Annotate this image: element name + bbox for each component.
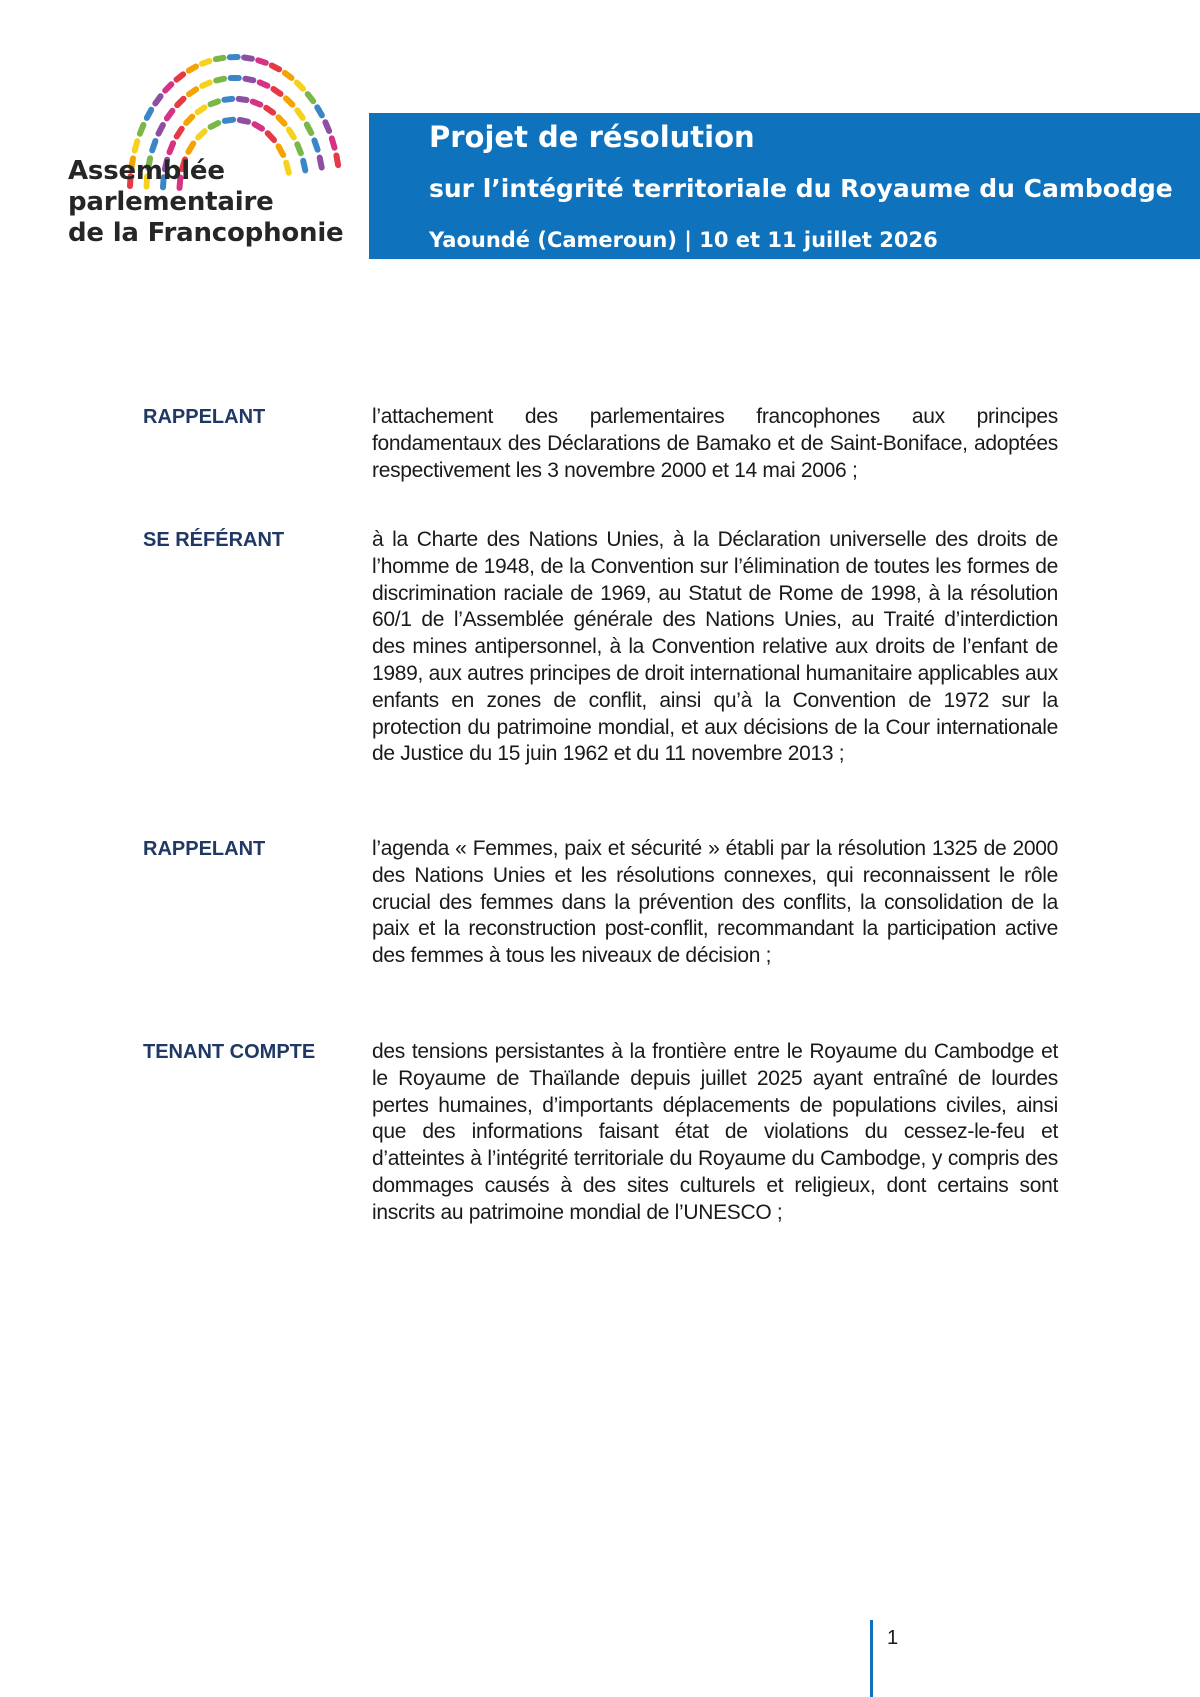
logo-line-2: parlementaire	[68, 187, 274, 217]
logo-arc-dash	[314, 140, 317, 149]
logo-arc-dash	[244, 58, 252, 59]
logo-arc-dash	[177, 129, 182, 137]
logo-arc-dash	[255, 124, 263, 128]
logo-arc-dash	[253, 102, 260, 105]
logo-arc-dash	[273, 89, 280, 94]
logo-arc-dash	[258, 60, 266, 63]
clause-text: l’attachement des parlementaires francophones aux principes fondamentaux des Déclarations de Bamako et de Saint-Boniface, adoptées respectivement les 3 novembre 2000 et 14 mai 2006 ;	[372, 405, 1058, 482]
logo-arc-dash	[177, 74, 184, 79]
logo-arc-dash	[317, 107, 322, 115]
logo-arc-dash	[165, 84, 171, 90]
clause-keyword: SE RÉFÉRANT	[143, 529, 285, 551]
logo-line-3: de la Francophonie	[68, 218, 344, 248]
logo-arc-dash	[308, 94, 314, 101]
logo-arc-dash	[239, 99, 247, 100]
logo-arc-dash	[140, 125, 144, 134]
logo-arc-dash	[152, 141, 155, 150]
clause-keyword: RAPPELANT	[143, 406, 266, 428]
logo-arc-dash	[332, 138, 335, 147]
logo-arc-dash	[167, 111, 173, 119]
logo-arc-dash	[135, 141, 138, 150]
logo-arc-dash	[297, 83, 303, 89]
logo-arc-dash	[268, 133, 274, 140]
session-place-date: Yaoundé (Cameroun) | 10 et 11 juillet 2026	[429, 228, 938, 252]
logo-arc-dash	[155, 96, 160, 103]
logo-arc-dash	[325, 122, 329, 131]
document-subtitle: sur l’intégrité territoriale du Royaume du Cambodge	[429, 174, 1173, 203]
logo-arc-dash	[278, 117, 284, 123]
clause-text: l’agenda « Femmes, paix et sécurité » établi par la résolution 1325 de 2000 des Nations Unies et les résolutions connexes, qui reconnaissent le rôle crucial des femmes dans la prévention des conflits, la consolidation de la paix et la reconstruction post-conflit, recommandant la participation active des femmes à tous les niveaux de décision ;	[372, 837, 1058, 968]
logo-arc-dash	[216, 79, 224, 81]
logo-arc-dash	[202, 83, 210, 86]
logo-arc-dash	[297, 144, 301, 153]
logo-arc-dash	[297, 110, 302, 118]
logo-arc-dash	[159, 125, 163, 134]
logo-arc-dash	[188, 144, 193, 152]
logo-arc-dash	[211, 101, 219, 104]
clause-text: à la Charte des Nations Unies, à la Déclaration universelle des droits de l’homme de 1948, de la Convention sur l’élimination de toutes les formes de discrimination raciale de 1969, au Statut de Rome de 1998, à la résolution 60/1 de l’Assemblée générale des Nations Unies, au Traité d’interdiction des mines antipersonnel, à la Convention relative aux droits de l’enfant de 1989, aux autres principes de droit international humanitaire applicables aux enfants en zones de conflit, ainsi qu’à la Convention de 1972 sur la protection du patrimoine mondial, et aux décisions de la Cour internationale de Justice du 15 juin 1962 et du 11 novembre 2013 ;	[372, 528, 1058, 766]
page-number: 1	[870, 1620, 898, 1697]
logo-arc-dash	[198, 107, 205, 112]
logo-arc-dash	[289, 130, 294, 138]
logo-arc-dash	[240, 120, 248, 122]
logo-arc-dash	[285, 73, 292, 78]
logo-arc-dash	[307, 125, 311, 134]
logo-arc-dash	[189, 67, 196, 71]
logo-arc-dash	[170, 143, 174, 152]
document-title: Projet de résolution	[429, 120, 755, 154]
logo-arc-dash	[260, 82, 268, 85]
logo-arc-dash	[198, 131, 205, 137]
title-banner	[369, 113, 1200, 259]
logo-arc-dash	[266, 108, 273, 113]
logo-arc-dash	[272, 66, 279, 70]
logo-arc-dash	[211, 123, 219, 127]
logo-arc-dash	[186, 117, 192, 123]
clause-keyword: TENANT COMPTE	[143, 1041, 316, 1063]
apf-logo	[60, 40, 360, 260]
logo-arc-dash	[202, 61, 210, 64]
logo-arc-dash	[279, 146, 284, 155]
logo-arc-dash	[225, 120, 233, 121]
logo-arc-dash	[286, 98, 292, 104]
logo-arc-dash	[147, 110, 151, 118]
logo-arc-dash	[189, 89, 196, 94]
logo-arc-dash	[245, 79, 253, 81]
logo-line-1: Assemblée	[68, 156, 225, 186]
logo-arc-dash	[216, 58, 224, 59]
logo-wordmark	[68, 156, 344, 249]
logo-arc-dash	[224, 99, 232, 100]
logo-arc-dash	[177, 99, 183, 105]
clause-keyword: RAPPELANT	[143, 838, 266, 860]
clause-text: des tensions persistantes à la frontière entre le Royaume du Cambodge et le Royaume de Thaïlande depuis juillet 2025 ayant entraîné de lourdes pertes humaines, d’importants déplacements de populations civiles, ainsi que des informations faisant état de violations du cessez-le-feu et d’atteintes à l’intégrité territoriale du Royaume du Cambodge, y compris des dommages causés à des sites culturels et religieux, dont certains sont inscrits au patrimoine mondial de l’UNESCO ;	[372, 1040, 1058, 1224]
